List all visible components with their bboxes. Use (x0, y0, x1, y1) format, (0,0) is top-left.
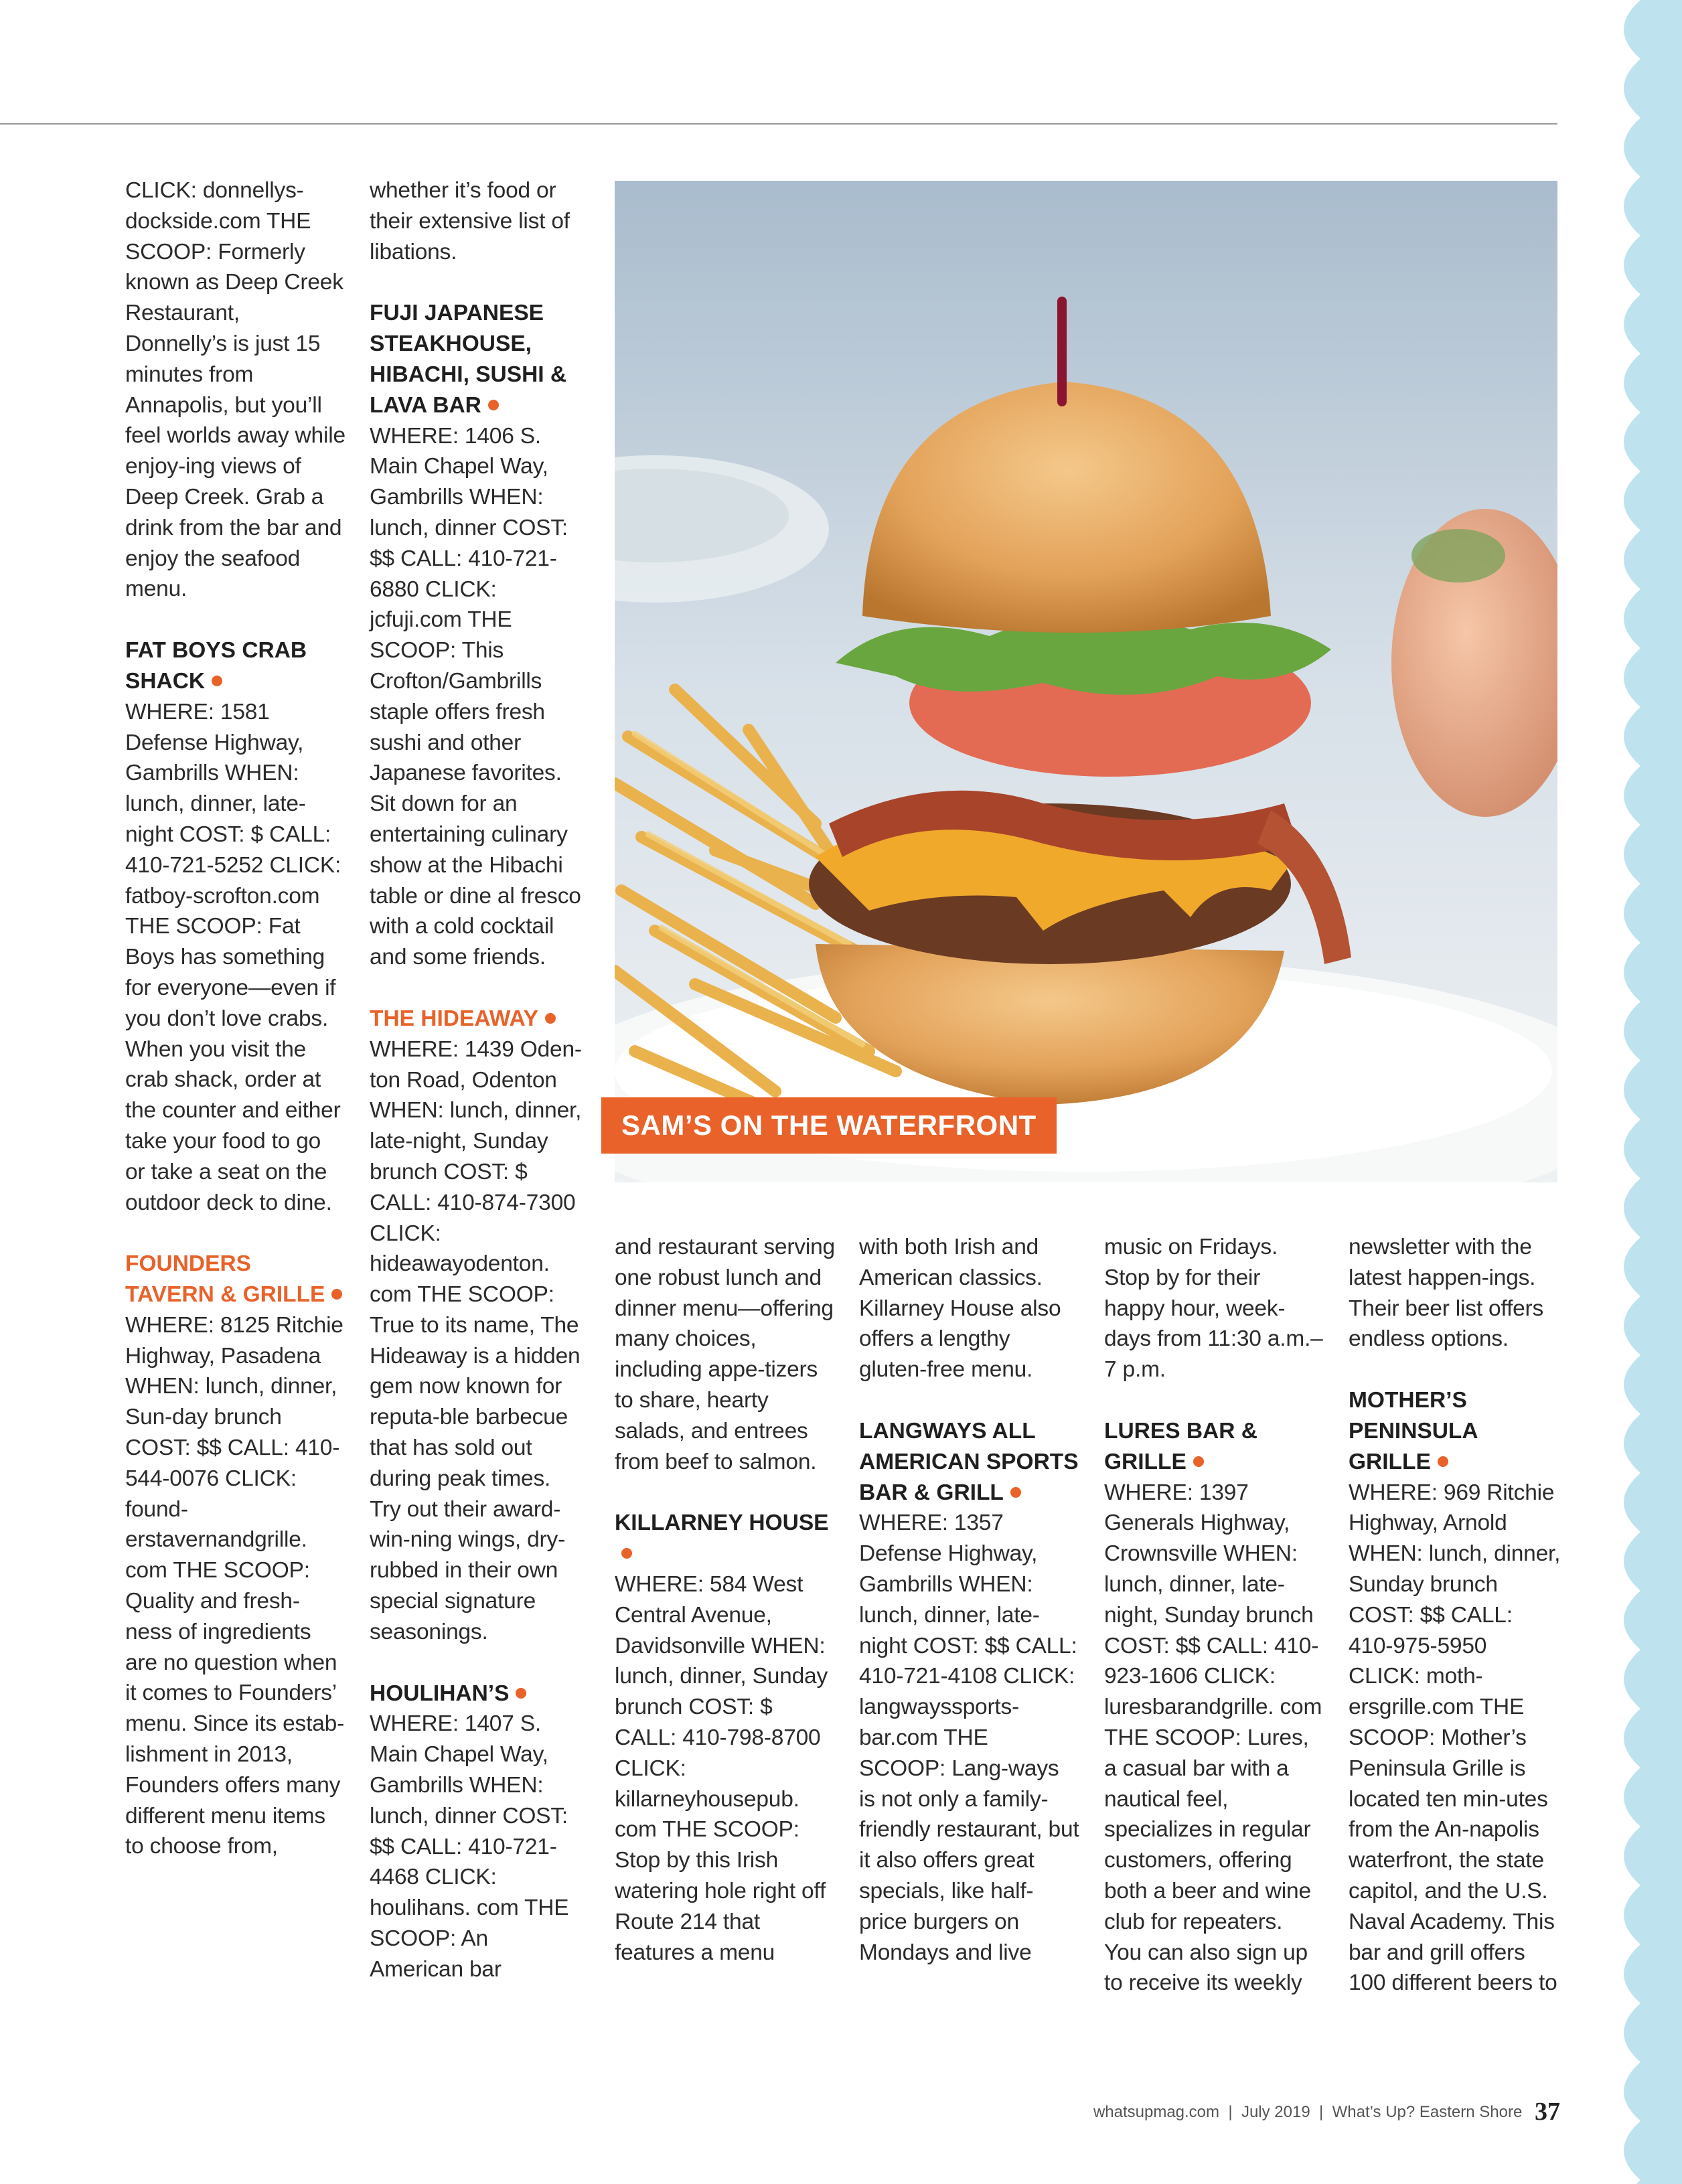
burger-photo (615, 181, 1557, 1182)
listing-heading: KILLARNEY HOUSE (615, 1508, 836, 1569)
burger-illustration (615, 181, 1557, 1182)
footer-publication: What’s Up? Eastern Shore (1332, 2103, 1523, 2121)
bullet-dot-icon (545, 1013, 556, 1024)
body-text: WHERE: 1407 S. Main Chapel Way, Gambrills WHEN: lunch, dinner COST: $$ CALL: 410-721-4468 CLICK: houlihans. com THE SCOOP: An American bar (370, 1711, 569, 1982)
bullet-dot-icon (621, 1548, 632, 1559)
body-text: WHERE: 584 West Central Avenue, Davidsonville WHEN: lunch, dinner, Sunday brunch COST: $ CALL: 410-798-8700 CLICK: killarneyhousepub. com THE SCOOP: Stop by this Irish watering hole right off Route 214 that features a menu (615, 1571, 828, 1965)
bullet-dot-icon (1438, 1456, 1448, 1467)
scalloped-edge (1607, 0, 1682, 2184)
body-text: WHERE: 1439 Oden-ton Road, Odenton WHEN: lunch, dinner, late-night, Sunday brunch COST: $ CALL: 410-874-7300 CLICK: hideawayodenton. com THE SCOOP: True to its name, The Hideaway is a hidden gem now known for reputa-ble barbecue that has sold out during peak times. Try out their award-win-ning wings, dry-rubbed in their own special signature seasonings. (370, 1036, 582, 1644)
listing-heading: FAT BOYS CRAB SHACK (125, 638, 307, 694)
column-4 (859, 1232, 1080, 1968)
listing-heading: FUJI JAPANESE STEAKHOUSE, HIBACHI, SUSHI & LAVA BAR (370, 301, 567, 418)
footer-date: July 2019 (1241, 2103, 1310, 2121)
listing-heading: LANGWAYS ALL AMERICAN SPORTS BAR & GRILL (859, 1418, 1079, 1505)
footer-site: whatsupmag.com (1093, 2103, 1220, 2121)
listing-heading: LURES BAR & GRILLE (1104, 1418, 1257, 1474)
column-6 (1349, 1232, 1563, 1999)
body-text: and restaurant serving one robust lunch and dinner menu—offering many choices, including appe-tizers to share, hearty salads, and entrees from beef to salmon. (615, 1235, 835, 1474)
column-2 (370, 175, 584, 1985)
listing-heading: HOULIHAN’S (370, 1679, 584, 1709)
header-rule (0, 123, 1557, 125)
body-text: with both Irish and American classics. Killarney House also offers a lengthy gluten-free menu. (859, 1235, 1061, 1383)
body-text: WHERE: 1357 Defense Highway, Gambrills WHEN: lunch, dinner, late-night COST: $$ CALL: 410-721-4108 CLICK: langwayssports-bar.com THE SCOOP: Lang-ways is not only a family-friendly restaurant, but it also offers great specials, like half-price burgers on Mondays and live (859, 1510, 1079, 1965)
listing-heading: THE HIDEAWAY (370, 1004, 584, 1034)
body-text: music on Fridays. Stop by for their happy hour, week-days from 11:30 a.m.–7 p.m. (1104, 1235, 1323, 1383)
listing-heading: FOUNDERS TAVERN & GRILLE (125, 1249, 346, 1310)
bullet-dot-icon (331, 1289, 342, 1300)
bullet-dot-icon (212, 676, 222, 686)
body-text: newsletter with the latest happen-ings. Their beer list offers endless options. (1349, 1235, 1544, 1352)
body-text: WHERE: 969 Ritchie Highway, Arnold WHEN: lunch, dinner, Sunday brunch COST: $$ CALL: 410-975-5950 CLICK: moth-ersgrille.com THE SCOOP: Mother’s Peninsula Grille is located ten min-utes from the An-napolis waterfront, the state capitol, and the U.S. Naval Academy. This bar and grill offers 100 different beers to (1349, 1480, 1561, 1996)
photo-caption: SAM’S ON THE WATERFRONT (601, 1097, 1057, 1154)
listing-heading: MOTHER’S PENINSULA GRILLE (1349, 1388, 1478, 1474)
bullet-dot-icon (1010, 1487, 1021, 1498)
page-footer: whatsupmag.com | July 2019 | What’s Up? Eastern Shore 37 (1093, 2098, 1560, 2126)
body-text: WHERE: 1397 Generals Highway, Crownsville WHEN: lunch, dinner, late-night, Sunday brunch COST: $$ CALL: 410-923-1606 CLICK: luresbarandgrille. com THE SCOOP: Lures, a casual bar with a nautical feel, specializes in regular customers, offering both a beer and wine club for repeaters. You can also sign up to receive its weekly (1104, 1480, 1322, 1996)
body-text: WHERE: 1406 S. Main Chapel Way, Gambrills WHEN: lunch, dinner COST: $$ CALL: 410-721-6880 CLICK: jcfuji.com THE SCOOP: This Crofton/Gambrills staple offers fresh sushi and other Japanese favorites. Sit down for an entertaining culinary show at the Hibachi table or dine al fresco with a cold cocktail and some friends. (370, 423, 581, 970)
column-5 (1104, 1232, 1325, 1999)
body-text: CLICK: donnellys-dockside.com THE SCOOP: Formerly known as Deep Creek Restaurant, Donnelly’s is just 15 minutes from Annapolis, but you’ll feel worlds away while enjoy-ing views of Deep Creek. Grab a drink from the bar and enjoy the seafood menu. (125, 178, 346, 602)
body-text: WHERE: 1581 Defense Highway, Gambrills WHEN: lunch, dinner, late-night COST: $ CALL: 410-721-5252 CLICK: fatboy-scrofton.com THE SCOOP: Fat Boys has something for everyone—even if you don’t love crabs. When you visit the crab shack, order at the counter and either take your food to go or take a seat on the outdoor deck to dine. (125, 699, 341, 1215)
bullet-dot-icon (1193, 1456, 1204, 1467)
body-text: WHERE: 8125 Ritchie Highway, Pasadena WHEN: lunch, dinner, Sun-day brunch COST: $$ CALL: 410-544-0076 CLICK: found-erstavernandgrille. com THE SCOOP: Quality and fresh-ness of ingredients are no question when it comes to Founders’ menu. Since its estab-lishment in 2013, Founders offers many different menu items to choose from, (125, 1312, 345, 1859)
column-3 (615, 1232, 836, 1968)
bullet-dot-icon (516, 1688, 526, 1699)
body-text: whether it’s food or their extensive list of libations. (370, 178, 570, 264)
bullet-dot-icon (488, 400, 499, 410)
page-number: 37 (1535, 2098, 1560, 2126)
column-1 (125, 175, 346, 1862)
